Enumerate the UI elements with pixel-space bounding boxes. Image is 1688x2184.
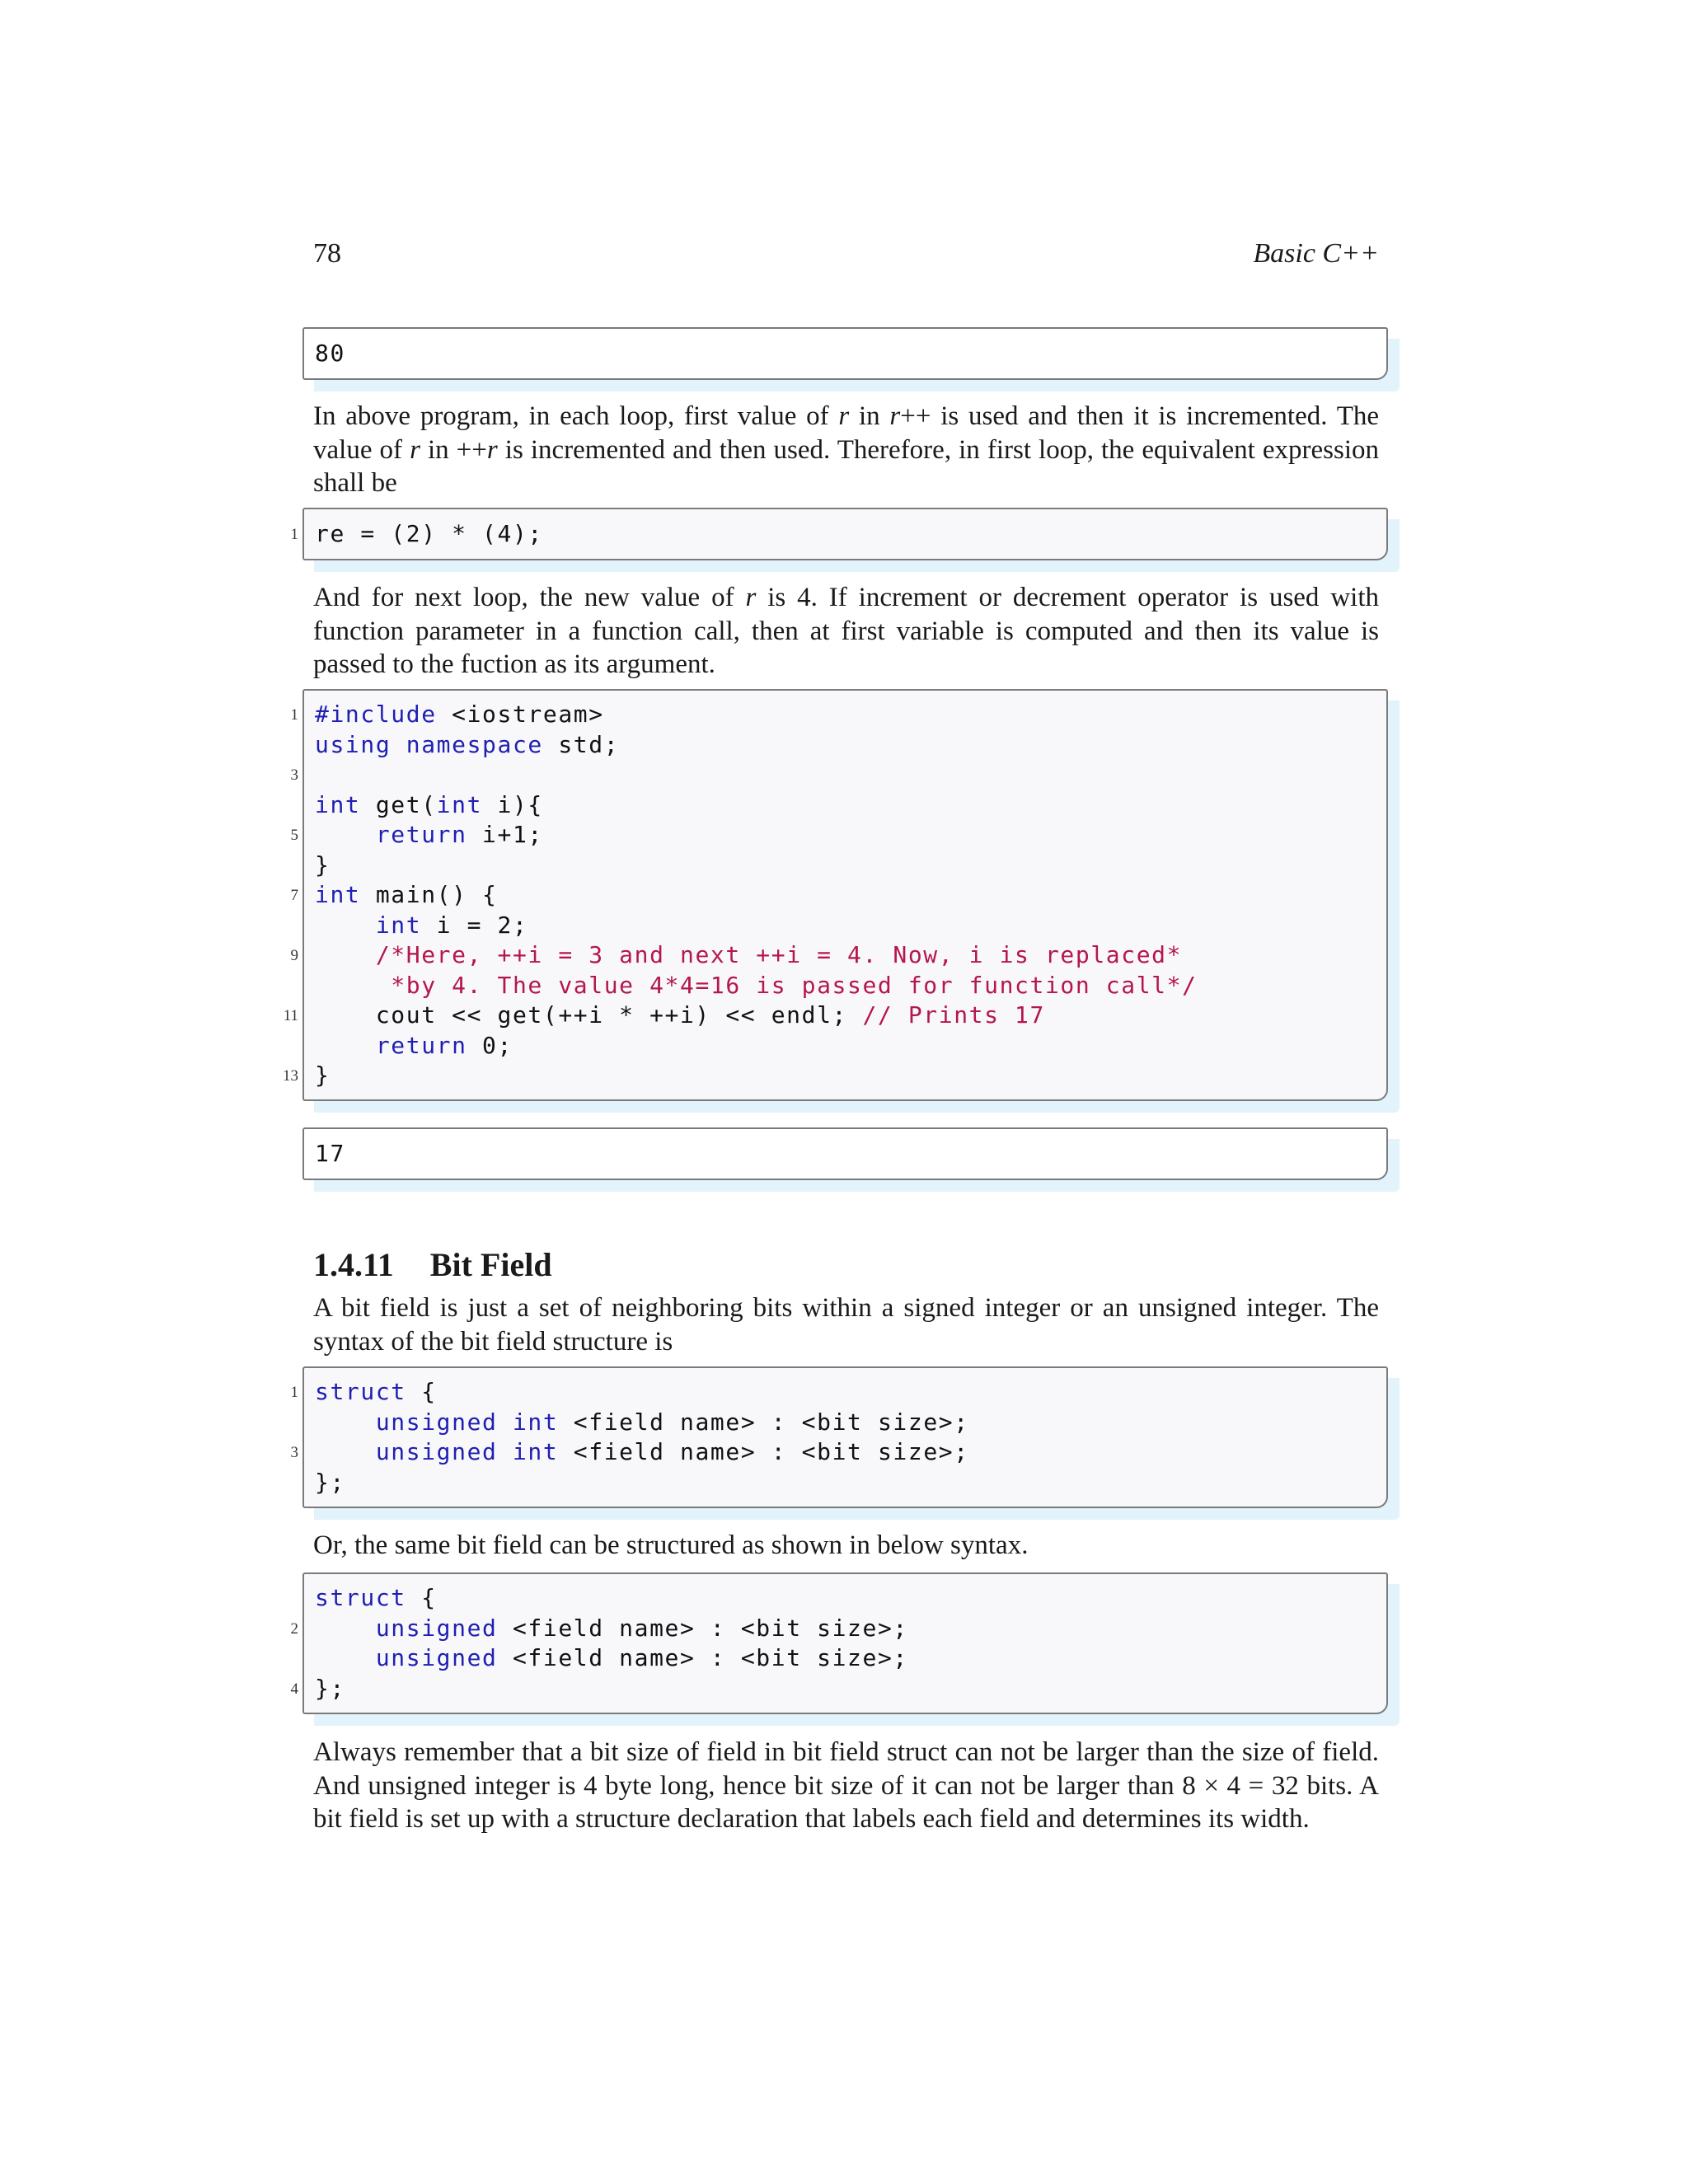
paragraph-2: And for next loop, the new value of r is 4. If increment or decrement operator is used with function parameter in a function call, then at first variable is computed and then its value is passed to the fuction as its argument.	[313, 583, 1379, 679]
page-number: 78	[313, 238, 341, 269]
code-line: return 0;	[375, 1031, 513, 1059]
code-line: unsigned int <field name> : <bit size>;	[375, 1438, 969, 1465]
code-line: return i+1;	[375, 821, 543, 848]
paragraph-4: Or, the same bit field can be structured as shown in below syntax.	[313, 1530, 1029, 1560]
section-number: 1.4.11	[313, 1246, 394, 1283]
code-line: unsigned <field name> : <bit size>;	[375, 1614, 908, 1642]
output-box-1	[302, 327, 1388, 380]
line-number: 5	[290, 827, 298, 844]
code-line: int main() {	[315, 881, 498, 908]
running-title: Basic C++	[1253, 238, 1379, 269]
line-number: 1	[290, 706, 298, 724]
code-line: int get(int i){	[315, 790, 543, 818]
code-line: }	[315, 851, 331, 879]
code-line: unsigned <field name> : <bit size>;	[375, 1644, 908, 1671]
paragraph-5: Always remember that a bit size of field in bit field struct can not be larger than the size of field. And unsigned integer is 4 byte long, hence bit size of it can not be larger than 8 × 4 = 32 bits. A bit field is set up with a structure declaration that labels each field and determines its width.	[313, 1737, 1379, 1834]
code-line: unsigned int <field name> : <bit size>;	[375, 1408, 969, 1436]
line-number: 3	[290, 766, 298, 784]
output-text-2: 17	[315, 1140, 345, 1167]
code-line: };	[315, 1674, 345, 1702]
line-number: 1	[290, 1384, 298, 1401]
output-text-1: 80	[315, 340, 345, 367]
line-number: 9	[290, 947, 298, 964]
code-line: struct {	[315, 1584, 437, 1611]
code-line: /*Here, ++i = 3 and next ++i = 4. Now, i is replaced*	[375, 941, 1183, 968]
line-number: 3	[290, 1444, 298, 1461]
output-box-2	[302, 1127, 1388, 1180]
line-number: 2	[290, 1619, 298, 1638]
code-line: struct {	[315, 1378, 437, 1405]
code-line: *by 4. The value 4*4=16 is passed for function call*/	[391, 971, 1198, 999]
code-line: cout << get(++i * ++i) << endl; // Prints 17	[315, 1001, 1045, 1029]
line-number: 4	[290, 1680, 298, 1698]
code-line: };	[315, 1468, 345, 1496]
code-line: using namespace std;	[315, 730, 620, 758]
line-number: 11	[283, 1007, 298, 1024]
section-heading	[313, 1244, 552, 1286]
paragraph-1: In above program, in each loop, first value of r in r++ is used and then it is incremented. The value of r in ++r is incremented and then used. Therefore, in first loop, the equivalent expression shall be	[313, 401, 1380, 498]
line-number: 1	[290, 526, 298, 543]
line-number: 13	[283, 1067, 298, 1085]
code-line: #include <iostream>	[315, 701, 604, 728]
code-line: int i = 2;	[375, 911, 528, 939]
code-line: }	[315, 1062, 331, 1089]
paragraph-3: A bit field is just a set of neighboring bits within a signed integer or an unsigned integer. The syntax of the bit field structure is	[313, 1293, 1379, 1357]
section-title: Bit Field	[429, 1246, 552, 1283]
code-line: re = (2) * (4);	[315, 520, 543, 547]
line-number: 7	[290, 887, 298, 904]
